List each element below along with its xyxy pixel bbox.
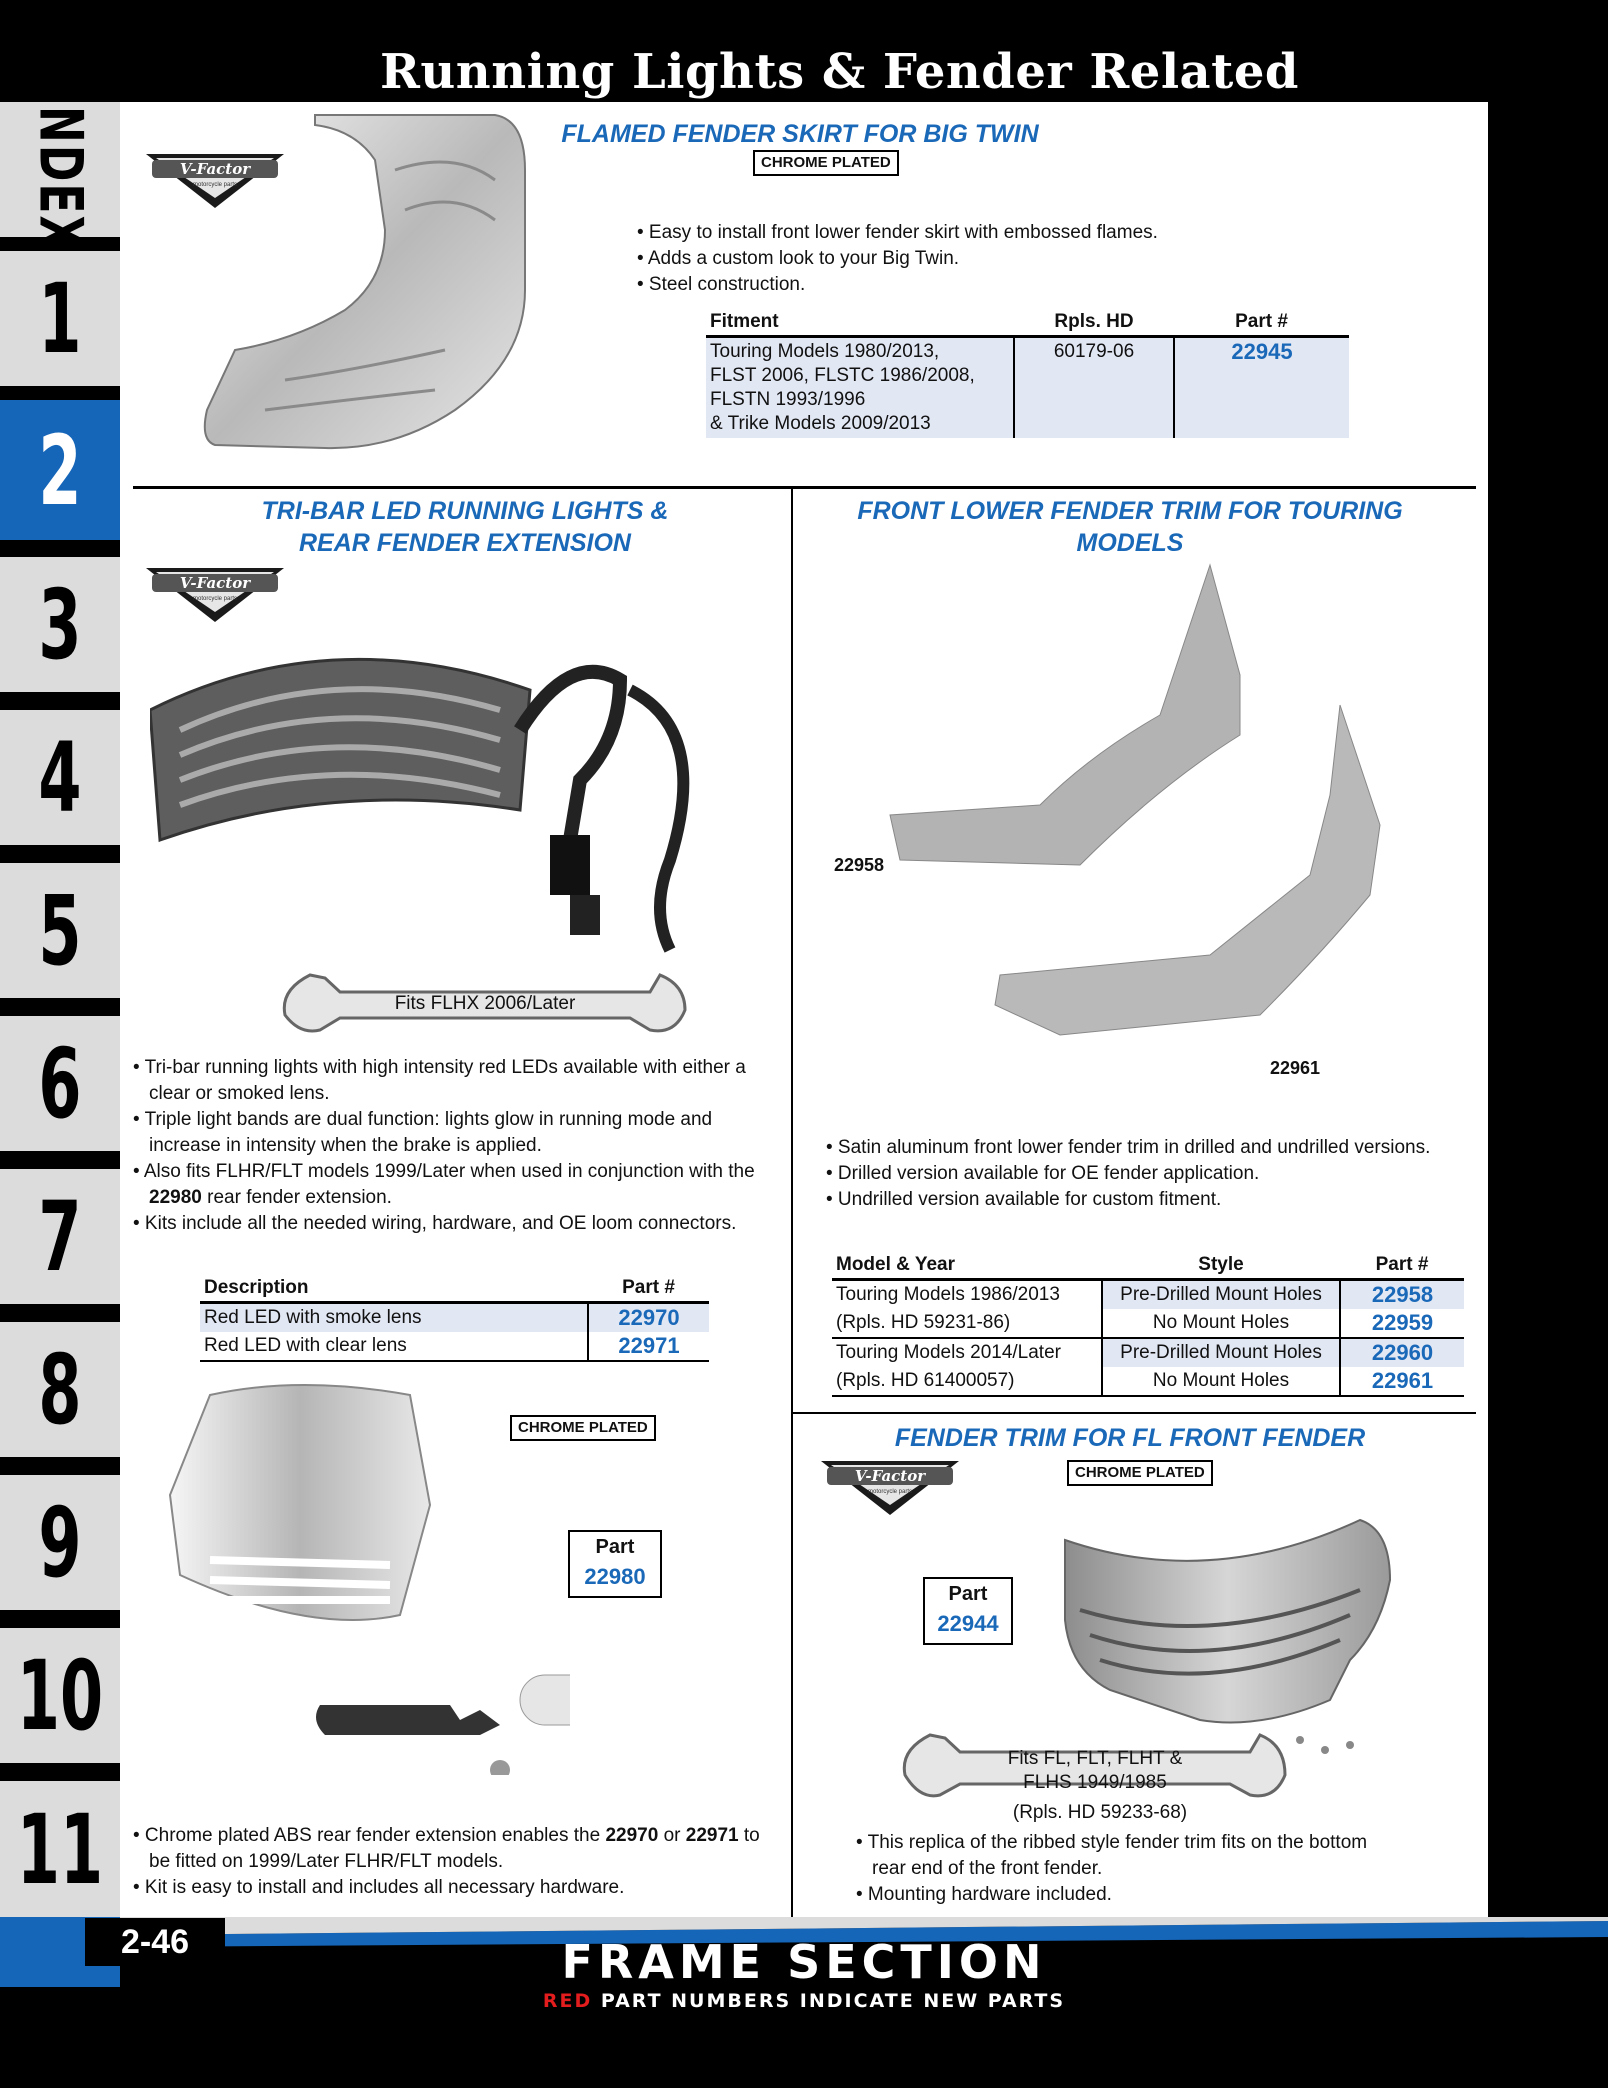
section-divider (133, 486, 1476, 489)
page-number: 2-46 (85, 1918, 225, 1966)
part-ref: 22971 (685, 1825, 739, 1846)
sidebar-tab-4[interactable] (0, 710, 120, 845)
part-number: 22958 (1340, 1280, 1464, 1310)
logo-text: V-Factor (854, 1467, 926, 1485)
part-callout (568, 1530, 662, 1598)
fitment-line: Touring Models 1980/2013, (710, 341, 940, 362)
fender-trim-image (880, 555, 1400, 1115)
sidebar-tab-10[interactable] (0, 1628, 120, 1763)
feature-list (826, 1135, 1466, 1213)
table-row (832, 1309, 1464, 1338)
model-cell: Touring Models 2014/Later (836, 1342, 1061, 1363)
footer-note-red: RED (542, 1990, 593, 2012)
sidebar-tab-8[interactable] (0, 1322, 120, 1457)
sidebar-tab-index[interactable] (0, 87, 120, 252)
col-header: Rpls. HD (1014, 309, 1174, 337)
logo-text: V-Factor (179, 160, 251, 178)
part-number: 22961 (1340, 1367, 1464, 1396)
sidebar-tab-label: 2 (38, 413, 82, 527)
bullet: • Triple light bands are dual function: lights glow in running mode and increase in intensity when the brake is applied. (133, 1109, 713, 1156)
bullet: • Easy to install front lower fender skirt with embossed flames. (637, 222, 1158, 243)
part-number: 22945 (1174, 337, 1349, 439)
section-divider (791, 1412, 1476, 1414)
fitment-line: FLSTN 1993/1996 (710, 389, 866, 410)
logo-tagline: motorcycle parts (867, 1489, 913, 1495)
fits-line: FLHS 1949/1985 (1023, 1772, 1167, 1793)
bullet-text: rear fender extension. (201, 1187, 392, 1208)
sidebar-tab-label: 10 (16, 1638, 104, 1753)
column-divider (791, 488, 793, 1918)
section-title-tri-bar (180, 495, 750, 559)
table-row (706, 337, 1349, 439)
fitment-cell (706, 337, 1014, 439)
fitment-line: & Trike Models 2009/2013 (710, 413, 931, 434)
sidebar-tab-label: 9 (38, 1485, 82, 1600)
part-label-22961: 22961 (1270, 1058, 1321, 1078)
bullet-text: • Also fits FLHR/FLT models 1999/Later when used in conjunction with the (133, 1161, 755, 1182)
bullet: • Tri-bar running lights with high intensity red LEDs available with either a clear or smoked lens. (133, 1057, 746, 1104)
led-parts-table (200, 1275, 709, 1362)
part-label-22958: 22958 (834, 855, 885, 875)
col-header: Part # (588, 1275, 709, 1303)
footer-title: FRAME SECTION (561, 1935, 1047, 1989)
style-cell: No Mount Holes (1102, 1367, 1340, 1396)
part-callout-number: 22944 (937, 1611, 999, 1636)
section-title-fl-fender-trim: FENDER TRIM FOR FL FRONT FENDER (894, 1424, 1366, 1452)
sidebar-tab-label: 1 (38, 261, 82, 376)
logo-text: V-Factor (179, 574, 251, 592)
sidebar-tab-1[interactable] (0, 251, 120, 386)
sidebar-tab-label: 6 (38, 1026, 82, 1141)
sidebar-tab-label: 3 (38, 567, 82, 682)
sidebar-tab-label: 7 (38, 1179, 82, 1294)
title-line: FRONT LOWER FENDER TRIM FOR TOURING (857, 497, 1403, 525)
col-header: Model & Year (832, 1252, 1102, 1280)
model-cell: (Rpls. HD 61400057) (836, 1370, 1015, 1391)
logo-tagline: motorcycle parts (192, 596, 238, 602)
sidebar-tab-label: 11 (16, 1792, 104, 1906)
fitment-table (706, 309, 1349, 438)
feature-list (856, 1830, 1396, 1908)
part-number: 22971 (588, 1332, 709, 1361)
chrome-plated-badge: CHROME PLATED (1067, 1460, 1213, 1486)
chrome-plated-badge: CHROME PLATED (753, 150, 899, 176)
logo-tagline: motorcycle parts (192, 182, 238, 188)
sidebar-tab-label: INDEX (25, 87, 95, 252)
sidebar-tab-11[interactable] (0, 1781, 120, 1917)
part-number: 22970 (588, 1303, 709, 1333)
part-ref: 22970 (605, 1825, 659, 1846)
bullet: • Mounting hardware included. (856, 1884, 1112, 1905)
sidebar-tab-9[interactable] (0, 1475, 120, 1610)
sidebar-tab-7[interactable] (0, 1169, 120, 1304)
table-row (832, 1338, 1464, 1367)
feature-list (133, 1055, 773, 1237)
fender-trim-table (832, 1252, 1464, 1397)
part-ref: 22980 (149, 1187, 202, 1208)
col-header: Part # (1340, 1252, 1464, 1280)
bullet-text: to be fitted on 1999/Later FLHR/FLT models. (149, 1825, 760, 1872)
sidebar-tab-3[interactable] (0, 557, 120, 692)
footer-note-text: PART NUMBERS INDICATE NEW PARTS (592, 1990, 1066, 2012)
col-header: Style (1102, 1252, 1340, 1280)
chrome-plated-badge: CHROME PLATED (510, 1415, 656, 1441)
fender-skirt-image (192, 110, 555, 455)
sidebar-tab-label: 5 (38, 873, 82, 988)
sidebar-tab-label: 4 (38, 720, 82, 835)
col-header: Part # (1174, 309, 1349, 337)
model-cell: (Rpls. HD 59231-86) (836, 1312, 1011, 1333)
bullet: • Drilled version available for OE fender application. (826, 1163, 1260, 1184)
sidebar-tab-6[interactable] (0, 1016, 120, 1151)
feature-list (133, 1823, 773, 1901)
part-callout-number: 22980 (584, 1564, 646, 1589)
bullet: • Adds a custom look to your Big Twin. (637, 248, 960, 269)
fits-line: Fits FL, FLT, FLHT & (1007, 1748, 1183, 1769)
bullet: • Kits include all the needed wiring, hardware, and OE loom connectors. (133, 1213, 737, 1234)
footer-note (0, 1990, 1608, 2012)
part-callout-label: Part (595, 1536, 635, 1558)
title-line: TRI-BAR LED RUNNING LIGHTS & (261, 497, 669, 525)
style-cell: Pre-Drilled Mount Holes (1102, 1338, 1340, 1367)
rear-fender-extension-image (150, 1375, 570, 1775)
col-header: Description (200, 1275, 588, 1303)
led-running-light-image (150, 580, 750, 1000)
part-number: 22960 (1340, 1338, 1464, 1367)
title-line: REAR FENDER EXTENSION (299, 529, 631, 557)
bullet (133, 1823, 773, 1875)
bullet (133, 1159, 773, 1211)
model-cell: Touring Models 1986/2013 (836, 1284, 1060, 1305)
fl-fender-trim-image (1060, 1500, 1440, 1760)
bullet: • Steel construction. (637, 274, 806, 295)
title-line: MODELS (1076, 529, 1184, 557)
style-cell: No Mount Holes (1102, 1309, 1340, 1338)
fits-label: Fits FLHX 2006/Later (394, 993, 576, 1014)
bullet: • Kit is easy to install and includes all necessary hardware. (133, 1877, 625, 1898)
part-callout-label: Part (948, 1583, 988, 1605)
bullet-text: or (658, 1825, 686, 1846)
description-cell: Red LED with clear lens (204, 1335, 407, 1356)
description-cell: Red LED with smoke lens (204, 1307, 422, 1328)
part-callout (923, 1577, 1013, 1645)
table-row (832, 1280, 1464, 1310)
section-title-front-lower-trim (800, 495, 1460, 559)
col-header: Fitment (706, 309, 1014, 337)
fits-label (960, 1747, 1230, 1795)
table-row (200, 1332, 709, 1361)
rpls-cell: 60179-06 (1014, 337, 1174, 439)
replaces-label: (Rpls. HD 59233-68) (1012, 1802, 1188, 1823)
page-title: Running Lights & Fender Related (380, 44, 1299, 100)
part-number: 22959 (1340, 1309, 1464, 1338)
bullet: • Satin aluminum front lower fender trim in drilled and undrilled versions. (826, 1137, 1431, 1158)
sidebar-tab-label: 8 (38, 1332, 82, 1447)
table-row (832, 1367, 1464, 1396)
style-cell: Pre-Drilled Mount Holes (1102, 1280, 1340, 1310)
sidebar-tab-5[interactable] (0, 863, 120, 998)
table-row (200, 1303, 709, 1333)
bullet: • This replica of the ribbed style fender trim fits on the bottom rear end of the front fender. (856, 1832, 1368, 1879)
section-title-flamed-fender: FLAMED FENDER SKIRT FOR BIG TWIN (561, 120, 1039, 148)
sidebar-tab-2[interactable] (0, 400, 120, 540)
bullet-text: • Chrome plated ABS rear fender extension enables the (133, 1825, 606, 1846)
bullet: • Undrilled version available for custom fitment. (826, 1189, 1222, 1210)
feature-list (637, 220, 1337, 298)
v-factor-logo (815, 1455, 965, 1517)
fitment-line: FLST 2006, FLSTC 1986/2008, (710, 365, 975, 386)
